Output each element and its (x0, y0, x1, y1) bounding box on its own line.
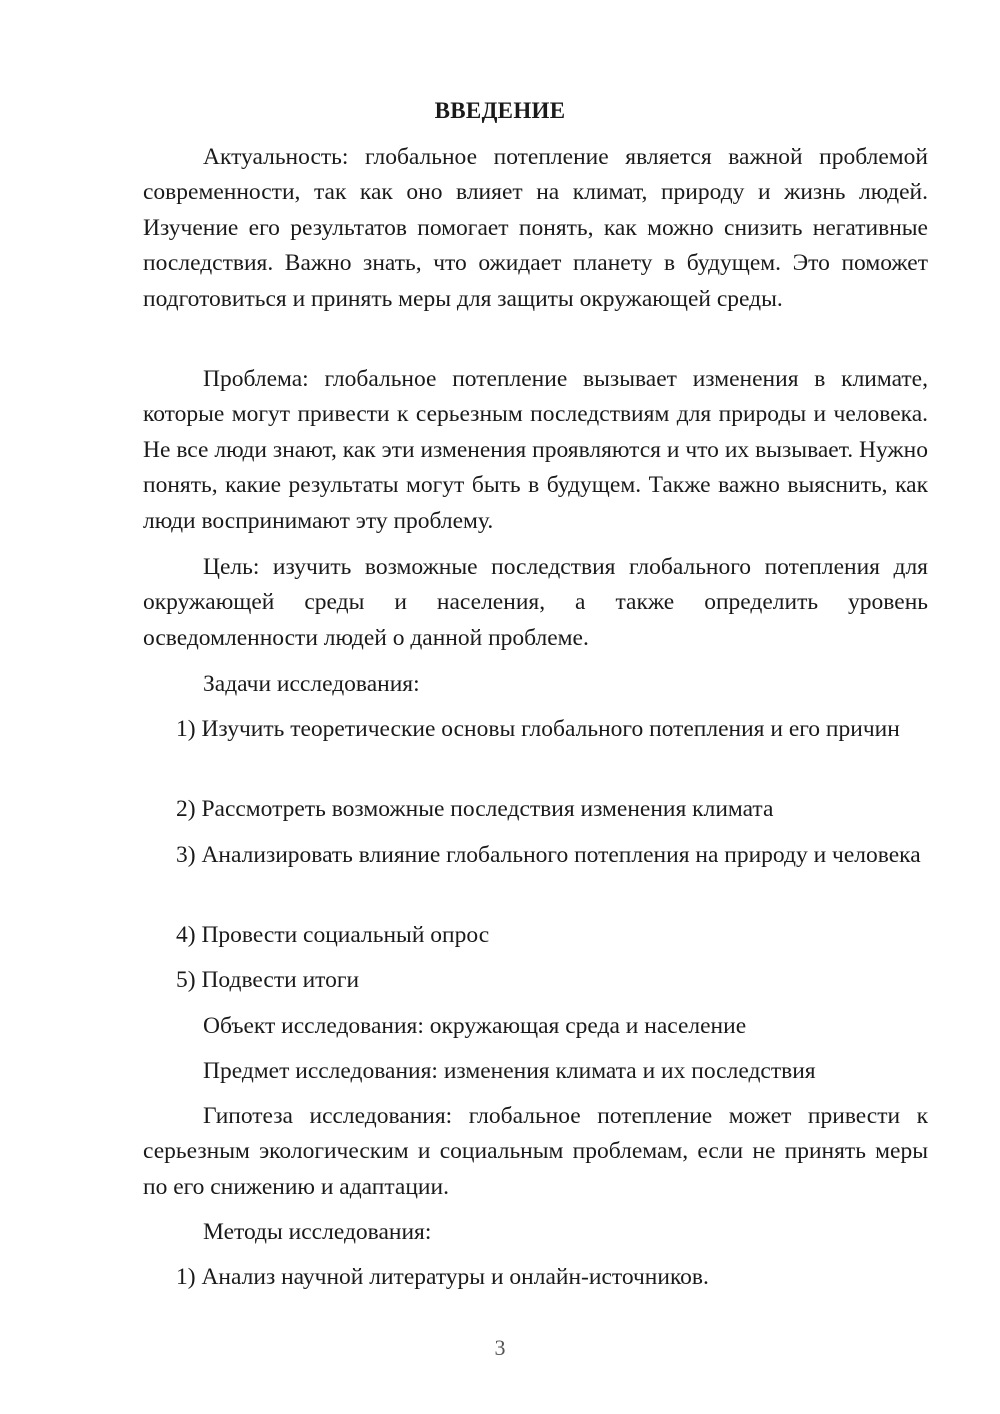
paragraph-goal: Цель: изучить возможные последствия глобального потепления для окружающей среды и населения, а также определить уровень осведомленности людей о данной проблеме. (143, 554, 928, 651)
task-item-4: 4) Провести социальный опрос (176, 922, 490, 948)
page-number: 3 (494, 1335, 506, 1360)
task-item-2: 2) Рассмотреть возможные последствия изменения климата (176, 796, 774, 822)
research-object: Объект исследования: окружающая среда и население (203, 1013, 747, 1039)
research-subject: Предмет исследования: изменения климата и их последствия (203, 1058, 816, 1084)
methods-heading: Методы исследования: (203, 1219, 432, 1245)
section-title: ВВЕДЕНИЕ (434, 98, 566, 123)
task-item-1: 1) Изучить теоретические основы глобального потепления и его причин (176, 716, 900, 742)
task-item-3: 3) Анализировать влияние глобального потепления на природу и человека (176, 842, 921, 868)
tasks-heading: Задачи исследования: (203, 671, 420, 697)
paragraph-relevance: Актуальность: глобальное потепление является важной проблемой современности, так как оно влияет на климат, природу и жизнь людей. Изучение его результатов помогает понять, как можно снизить негативные последствия. Важно знать, что ожидает планету в будущем. Это поможет подготовиться и принять меры для защиты окружающей среды. (143, 144, 928, 312)
method-item-1: 1) Анализ научной литературы и онлайн-источников. (176, 1264, 709, 1290)
paragraph-problem: Проблема: глобальное потепление вызывает изменения в климате, которые могут привести к серьезным последствиям для природы и человека. Не все люди знают, как эти изменения проявляются и что их вызывает. Нужно понять, какие результаты могут быть в будущем. Также важно выяснить, как люди воспринимают эту проблему. (143, 366, 928, 534)
task-item-5: 5) Подвести итоги (176, 967, 360, 993)
research-hypothesis: Гипотеза исследования: глобальное потепление может привести к серьезным экологическим и социальным проблемам, если не принять меры по его снижению и адаптации. (143, 1103, 928, 1200)
